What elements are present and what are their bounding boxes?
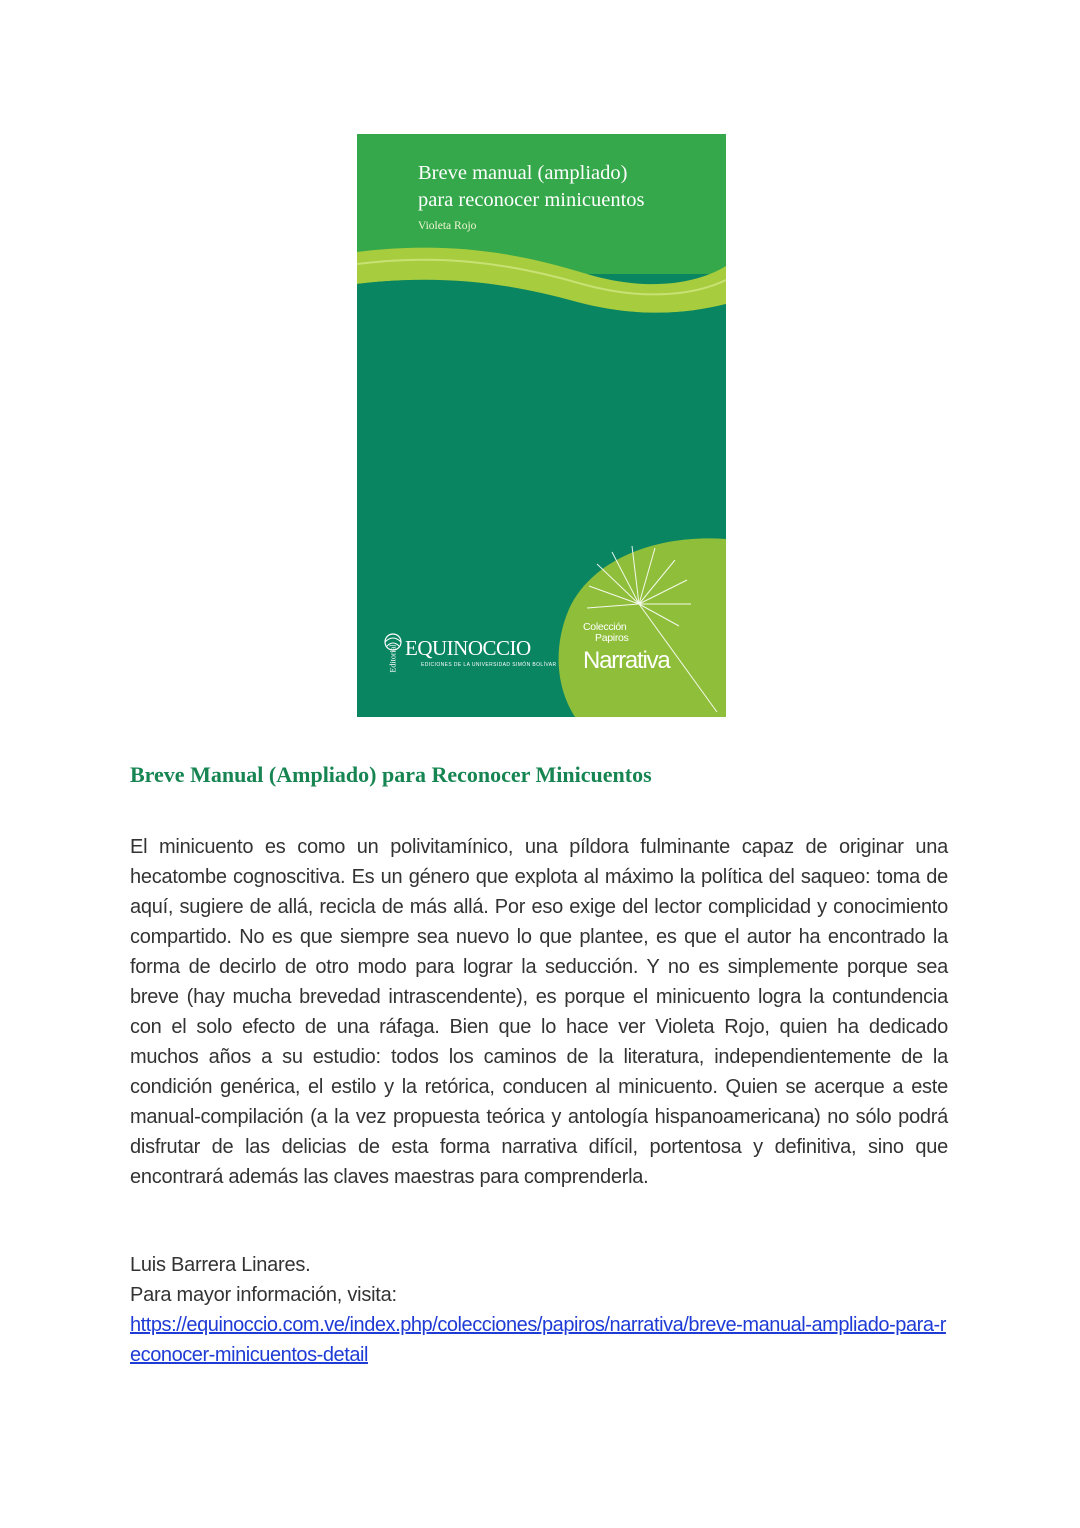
- more-info-text: Para mayor información, visita:: [130, 1284, 397, 1306]
- collection-line-2: Papiros: [595, 632, 629, 644]
- cover-title-line-1: Breve manual (ampliado): [418, 162, 628, 184]
- collection-label: [583, 622, 670, 675]
- book-cover-image: [357, 134, 726, 717]
- cover-title: [418, 160, 645, 214]
- cover-title-line-2: para reconocer minicuentos: [418, 189, 645, 211]
- publisher-logo: [381, 632, 557, 676]
- article-body: El minicuento es como un polivitamínico, una píldora fulminante capaz de originar una hecatombe cognoscitiva. Es un género que explota al máximo la política del saqueo: toma de aquí, sugiere de allá, recicla de más allá. Por eso exige del lector complicidad y conocimiento compartido. No es que siempre sea nuevo lo que plantee, es que el autor ha encontrado la forma de decirlo de otro modo para lograr la seducción. Y no es simplemente porque sea breve (hay mucha brevedad intrascendente), es porque el minicuento logra la contundencia con el solo efecto de una ráfaga. Bien que lo hace ver Violeta Rojo, quien ha dedicado muchos años a su estudio: todos los caminos de la literatura, independientemente de la condición genérica, el estilo y la retórica, conducen al minicuento. Quien se acerque a este manual-compilación (a la vez propuesta teórica y antología hispanoamericana) no sólo podrá disfrutar de las delicias de esta forma narrativa difícil, portentosa y definitiva, sino que encontrará además las claves maestras para comprenderla.: [130, 836, 948, 1188]
- collection-series: Narrativa: [583, 647, 670, 674]
- signature-name: Luis Barrera Linares.: [130, 1254, 311, 1276]
- publisher-tagline: EDICIONES DE LA UNIVERSIDAD SIMÓN BOLÍVAR: [421, 662, 557, 668]
- article-heading: Breve Manual (Ampliado) para Reconocer Minicuentos: [130, 762, 652, 787]
- more-info-link[interactable]: https://equinoccio.com.ve/index.php/colecciones/papiros/narrativa/breve-manual-ampliado-para-reconocer-minicuentos-detail: [130, 1314, 946, 1366]
- signature-block: [130, 1250, 397, 1310]
- cover-background-art: [357, 134, 726, 717]
- collection-line-1: Colección: [583, 621, 627, 633]
- publisher-name: EQUINOCCIO: [405, 636, 531, 660]
- publisher-label: Editorial: [388, 644, 398, 673]
- cover-author: Violeta Rojo: [418, 220, 477, 232]
